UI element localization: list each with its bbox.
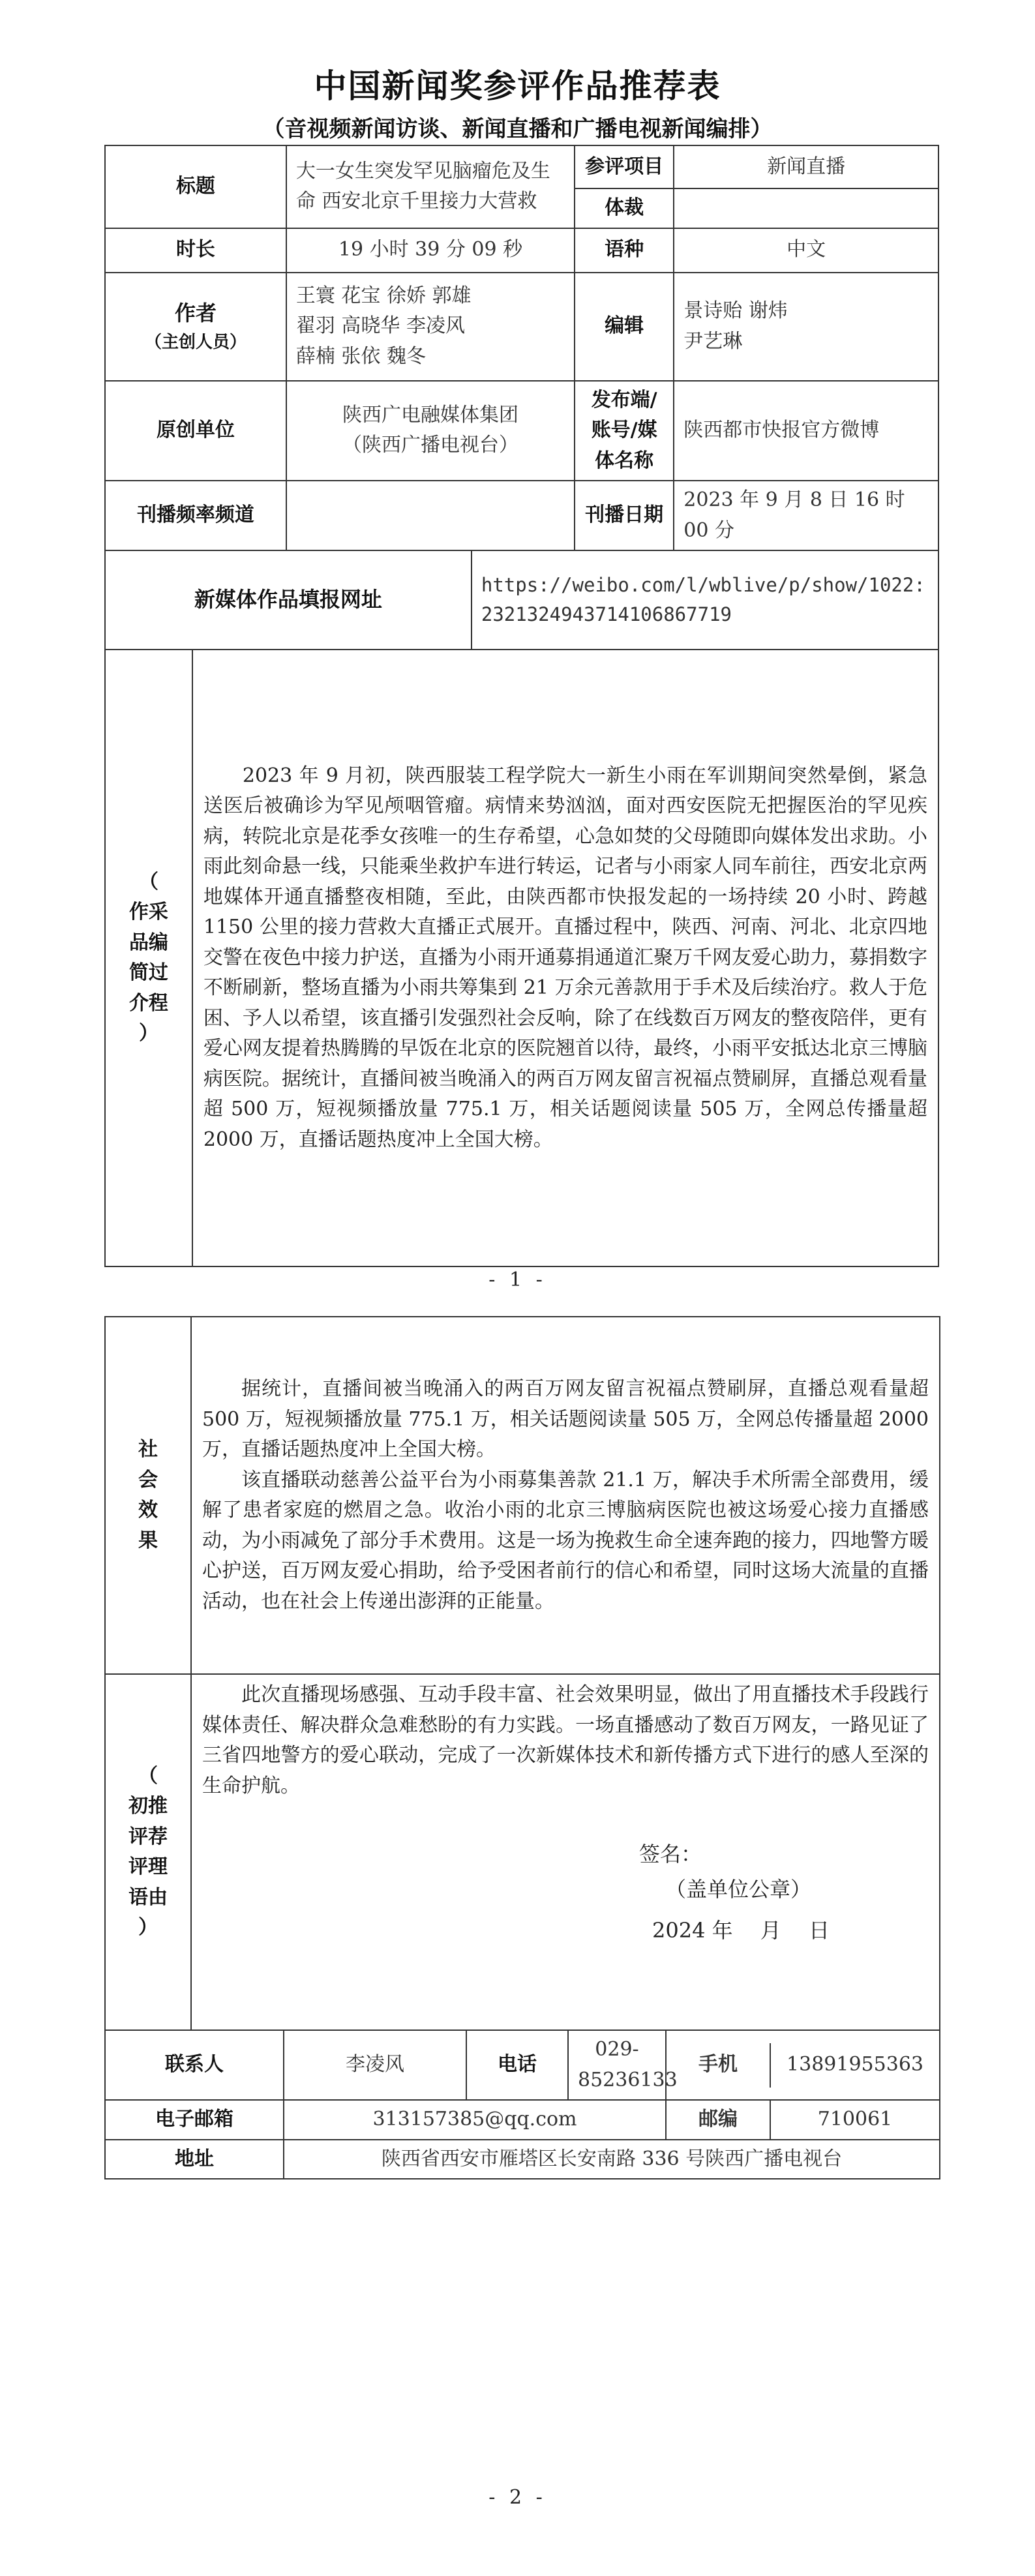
url-label: 新媒体作品填报网址 xyxy=(105,550,472,650)
editor-list xyxy=(674,273,938,381)
date-value: 2023 年 9 月 8 日 16 时 00 分 xyxy=(674,481,938,550)
author-label-sub: （主创人员） xyxy=(144,333,247,353)
zip-label: 邮编 xyxy=(667,2101,770,2139)
intro-paragraph: 2023 年 9 月初，陕西服装工程学院大一新生小雨在军训期间突然晕倒，紧急送医后被确诊为罕见颅咽管瘤。病情来势汹汹，面对西安医院无把握医治的罕见疾病，转院北京是花季女孩唯一的生存希望，心急如焚的父母随即向媒体发出求助。小雨此刻命悬一线，只能乘坐救护车进行转运，记者与小雨家人同车前往，西安北京两地媒体开通直播整夜相随，至此，由陕西都市快报发起的一场持续 20 小时、跨越 1150 公里的接力营救大直播正式展开。直播过程中，陕西、河南、河北、北京四地交警在夜色中接力护送，直播为小雨开通募捐通道汇聚万千网友爱心助力，募捐数字不断刷新，整场直播为小雨共筹集到 21 万余元善款用于手术及后续治疗。救人于危困、予人以希望，该直播引发强烈社会反响，除了在线数百万网友的整夜陪伴，更有爱心网友提着热腾腾的早饭在北京的医院翘首以待，最终，小雨平安抵达北京三博脑病医院。据统计，直播间被当晚涌入的两百万网友留言祝福点赞刷屏，直播总观看量超 500 万，短视频播放量 775.1 万，相关话题阅读量 505 万，全网总传播量超 2000 万，直播话题热度冲上全国大榜。 xyxy=(203,764,927,1151)
channel-value xyxy=(286,481,575,550)
author-label xyxy=(105,273,286,381)
address-value: 陕西省西安市雁塔区长安南路 336 号陕西广播电视台 xyxy=(284,2140,940,2179)
author-line-3: 薛楠 张依 魏冬 xyxy=(295,344,426,368)
editor-line-2: 尹艺琳 xyxy=(683,329,743,353)
title-label: 标题 xyxy=(105,145,286,228)
url-value[interactable]: https://weibo.com/l/wblive/p/show/1022:2321324943714106867719 xyxy=(472,550,938,650)
genre-label: 体裁 xyxy=(575,188,674,228)
social-effect-label: 社 会 效 果 xyxy=(105,1317,191,1674)
intro-label: （ 作采 品编 简过 介程 ） xyxy=(105,650,192,1266)
unit-value-line-1: 陕西广电融媒体集团 xyxy=(342,403,518,427)
page-number-2: - 2 - xyxy=(488,2486,547,2509)
contact-label: 联系人 xyxy=(105,2030,284,2100)
language-label: 语种 xyxy=(575,228,674,273)
zip-cell xyxy=(666,2100,940,2140)
genre-value xyxy=(674,188,938,228)
recommendation-form-page1 xyxy=(104,145,939,1267)
email-label: 电子邮箱 xyxy=(105,2100,284,2140)
sign-date: 2024 年 月 日 xyxy=(652,1917,830,1943)
email-value[interactable]: 313157385@qq.com xyxy=(284,2100,666,2140)
author-line-2: 翟羽 高晓华 李凌风 xyxy=(295,314,465,338)
seal-label: （盖单位公章） xyxy=(665,1877,812,1902)
language-value: 中文 xyxy=(674,228,938,273)
publisher-value: 陕西都市快报官方微博 xyxy=(674,381,938,481)
social-paragraph-2: 该直播联动慈善公益平台为小雨募集善款 21.1 万，解决手术所需全部费用，缓解了患者家庭的燃眉之急。收治小雨的北京三博脑病医院也被这场爱心接力直播感动，为小雨减免了部分手术费用。这是一场为挽救生命全速奔跑的接力，四地警方暖心护送，百万网友爱心捐助，给予受困者前行的信心和希望，同时这场大流量的直播活动，也在社会上传递出澎湃的正能量。 xyxy=(202,1468,929,1613)
contact-value: 李凌风 xyxy=(284,2030,466,2100)
phone-value: 029-85236133 xyxy=(568,2030,666,2100)
entry-item-label: 参评项目 xyxy=(575,145,674,188)
title-value: 大一女生突发罕见脑瘤危及生命 西安北京千里接力大营救 xyxy=(286,145,575,228)
social-paragraph-1: 据统计，直播间被当晚涌入的两百万网友留言祝福点赞刷屏，直播总观看量超 500 万，短视频播放量 775.1 万，相关话题阅读量 505 万，全网总传播量超 2000 万，直播话题热度冲上全国大榜。 xyxy=(202,1377,929,1461)
author-label-main: 作者 xyxy=(174,300,217,325)
author-line-1: 王寰 花宝 徐娇 郭雄 xyxy=(295,284,472,307)
zip-value: 710061 xyxy=(817,2108,893,2131)
recommendation-form-page2 xyxy=(104,1316,940,2179)
sign-label: 签名： xyxy=(639,1842,702,1866)
entry-item-value: 新闻直播 xyxy=(674,145,938,188)
address-label: 地址 xyxy=(105,2140,284,2179)
page-title: 中国新闻奖参评作品推荐表 xyxy=(314,67,721,105)
unit-label: 原创单位 xyxy=(105,381,286,481)
intro-text xyxy=(192,650,938,1266)
mobile-value: 13891955363 xyxy=(787,2053,923,2076)
unit-value xyxy=(286,381,575,481)
publisher-label: 发布端/账号/媒体名称 xyxy=(575,381,674,481)
editor-label: 编辑 xyxy=(575,273,674,381)
reason-label: （ 初推 评荐 评理 语由 ） xyxy=(105,1674,191,2030)
reason-cell xyxy=(191,1674,940,2030)
date-label: 刊播日期 xyxy=(575,481,674,550)
page-number-1: - 1 - xyxy=(488,1268,547,1291)
phone-label: 电话 xyxy=(466,2030,568,2100)
author-list xyxy=(286,273,575,381)
mobile-cell xyxy=(666,2030,940,2100)
editor-line-1: 景诗贻 谢炜 xyxy=(683,299,788,322)
reason-paragraph: 此次直播现场感强、互动手段丰富、社会效果明显，做出了用直播技术手段践行媒体责任、解决群众急难愁盼的有力实践。一场直播感动了数百万网友，一路见证了三省四地警方的爱心联动，完成了一次新媒体技术和新传播方式下进行的感人至深的生命护航。 xyxy=(202,1683,929,1797)
duration-value: 19 小时 39 分 09 秒 xyxy=(286,228,575,273)
mobile-label: 手机 xyxy=(667,2043,770,2088)
page-subtitle: （音视频新闻访谈、新闻直播和广播电视新闻编排） xyxy=(262,116,773,142)
duration-label: 时长 xyxy=(105,228,286,273)
channel-label: 刊播频率频道 xyxy=(105,481,286,550)
social-effect-text xyxy=(191,1317,940,1674)
unit-value-line-2: （陕西广播电视台） xyxy=(342,434,518,457)
